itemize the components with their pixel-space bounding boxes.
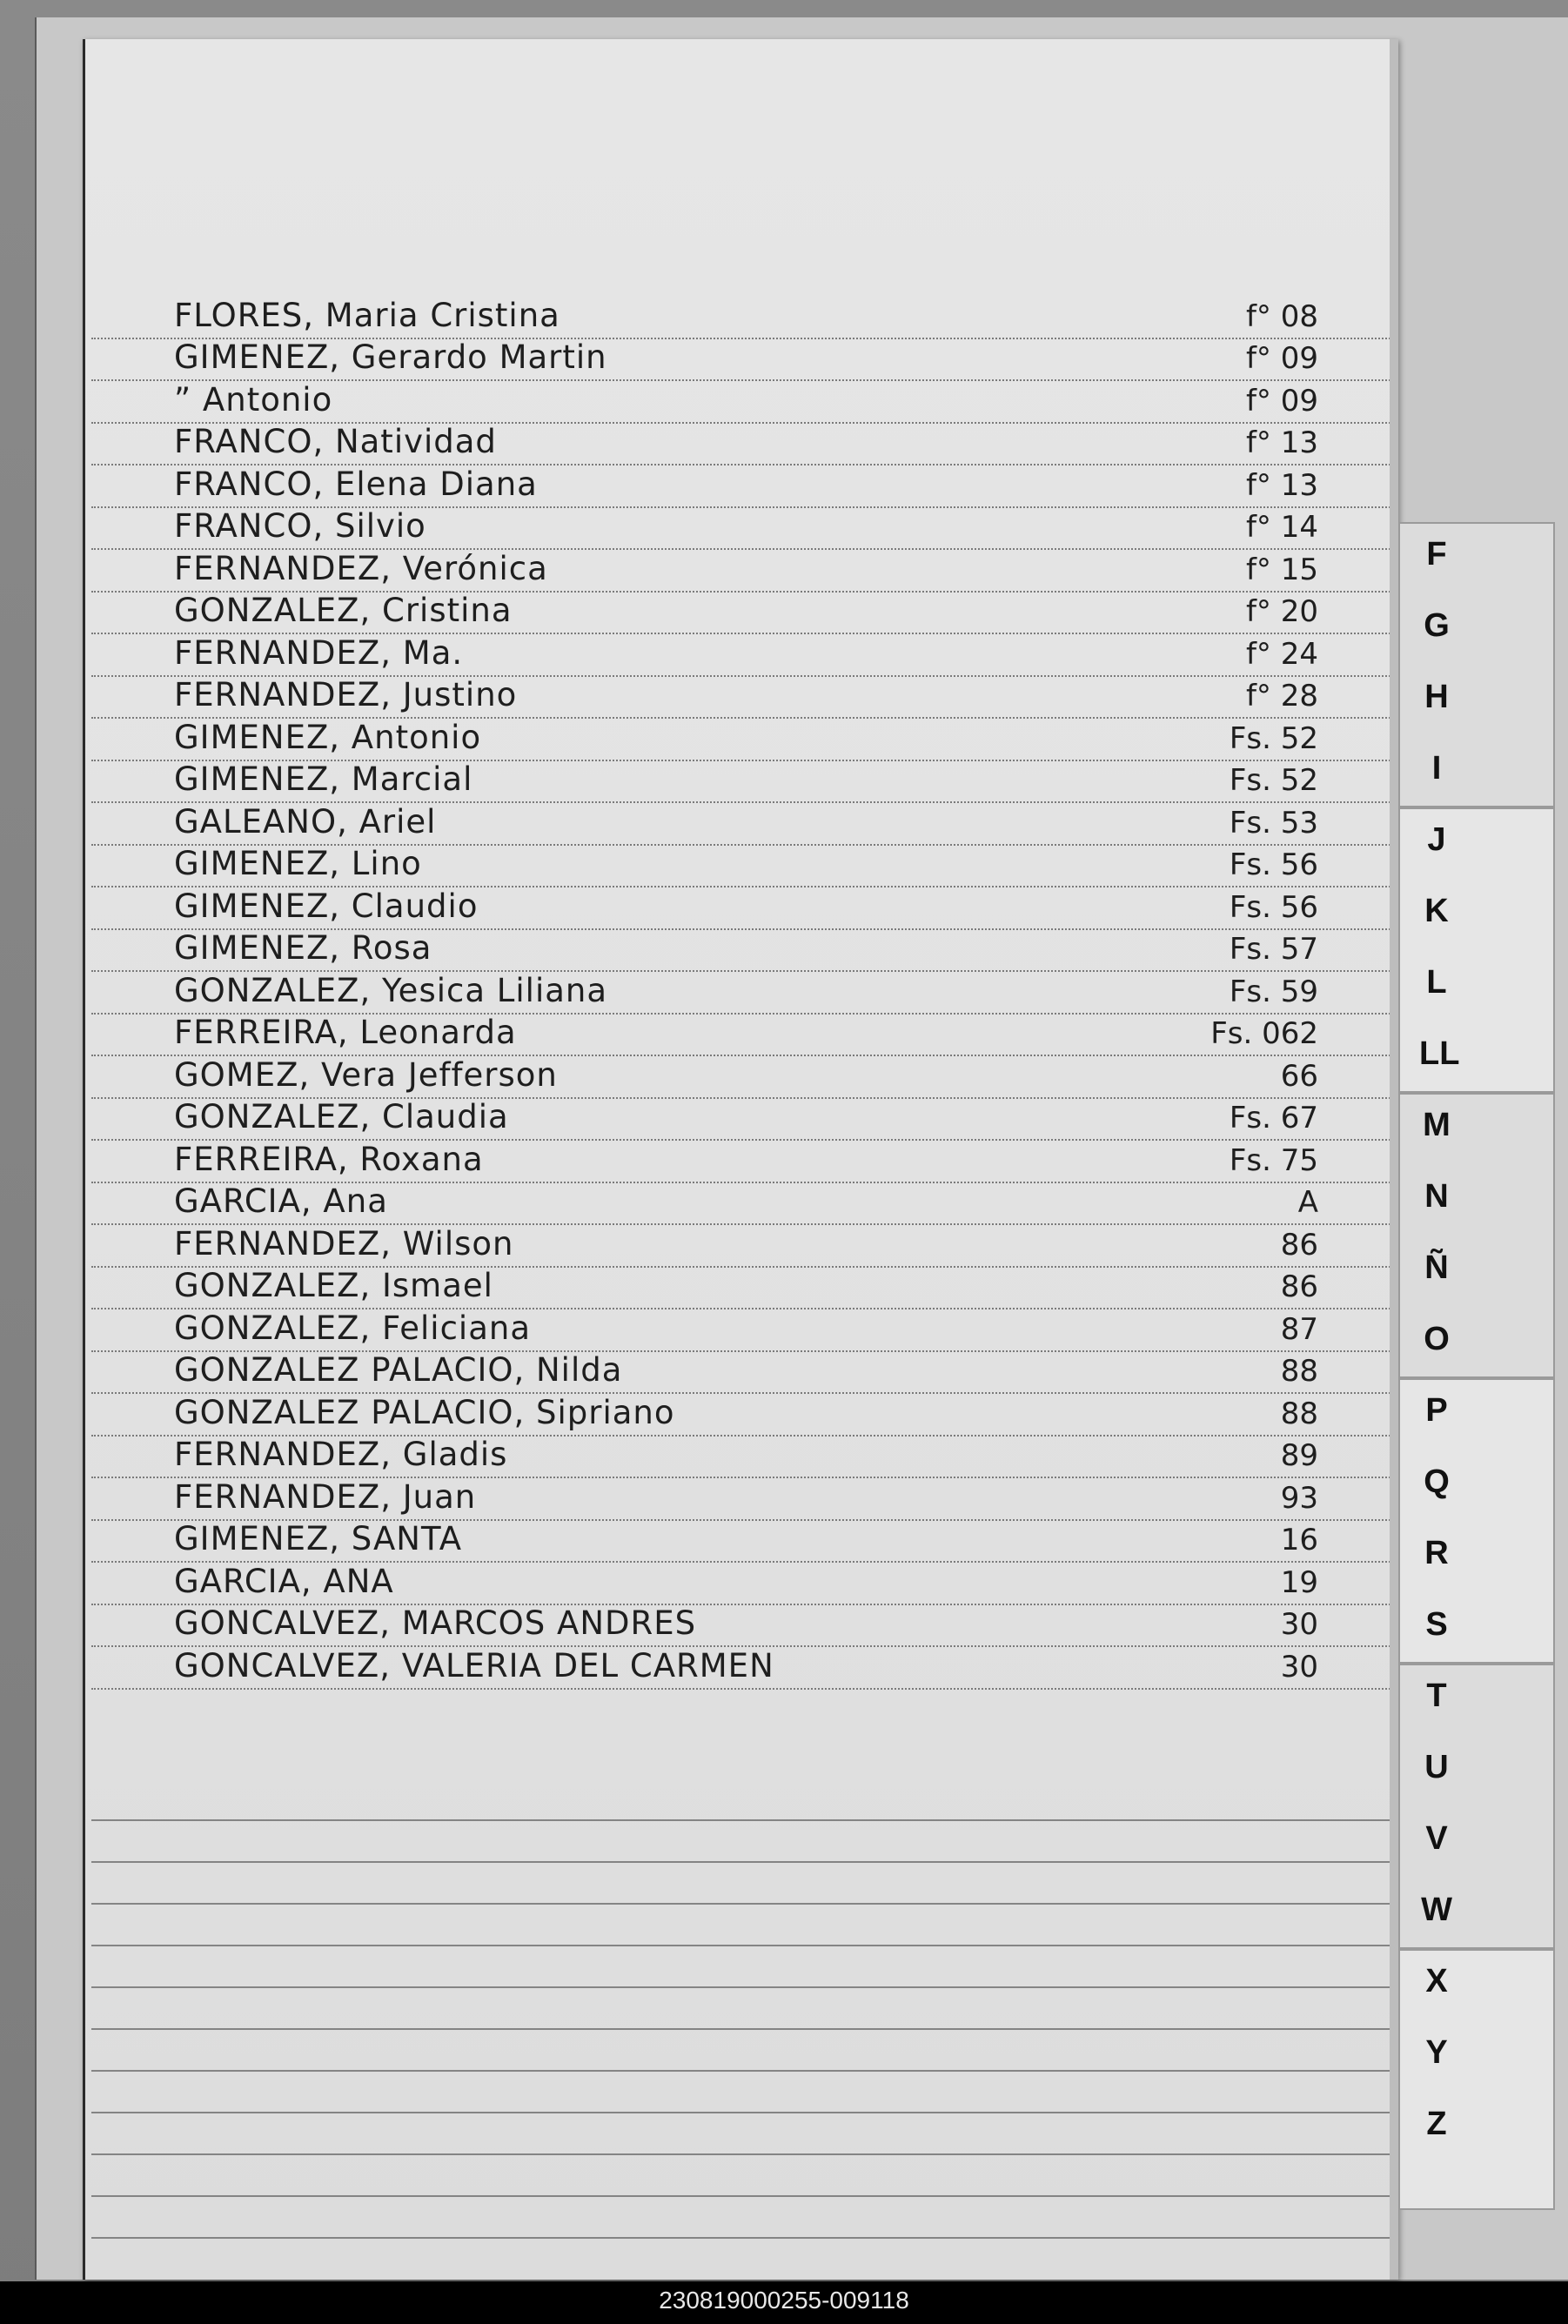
- index-tab-letter[interactable]: F: [1426, 536, 1447, 573]
- index-tab-letter[interactable]: M: [1423, 1107, 1451, 1143]
- entry-name: GARCIA, ANA: [174, 1562, 394, 1600]
- ledger-entry: [91, 846, 1397, 888]
- entry-folio: f° 28: [1245, 679, 1318, 713]
- entry-folio: A: [1297, 1185, 1318, 1220]
- index-tab-letter[interactable]: Y: [1425, 2034, 1448, 2071]
- ledger-entry: [91, 1647, 1397, 1690]
- ledger-entry: [91, 1437, 1397, 1479]
- ledger-entry: [91, 1352, 1397, 1395]
- ledger-entry: [91, 424, 1397, 466]
- entry-name: FLORES, Maria Cristina: [174, 296, 560, 334]
- entry-name: GIMENEZ, Antonio: [174, 718, 482, 756]
- ledger-entry: [91, 465, 1397, 508]
- ledger-entry: [91, 761, 1397, 804]
- ledger-page: [83, 39, 1398, 2280]
- entry-folio: 19: [1280, 1564, 1318, 1600]
- entry-folio: Fs. 53: [1229, 805, 1318, 841]
- entry-folio: Fs. 56: [1229, 889, 1318, 925]
- index-tab-letter[interactable]: S: [1425, 1606, 1448, 1643]
- ledger-entry: [91, 803, 1397, 846]
- entry-folio: f° 09: [1245, 341, 1318, 376]
- index-tab-letter[interactable]: I: [1431, 750, 1442, 787]
- entry-name: GARCIA, Ana: [174, 1182, 388, 1220]
- index-tab-group[interactable]: [1398, 1664, 1555, 1949]
- entry-folio: 89: [1280, 1438, 1318, 1473]
- entry-name: GONZALEZ, Ismael: [174, 1267, 493, 1304]
- index-tab-group[interactable]: [1398, 1949, 1555, 2210]
- entry-name: FERREIRA, Leonarda: [174, 1014, 517, 1051]
- ledger-entry: [91, 887, 1397, 930]
- entry-name: GONCALVEZ, MARCOS ANDRES: [174, 1604, 697, 1642]
- index-tab-group[interactable]: [1398, 1093, 1555, 1378]
- ledger-entry: [91, 677, 1397, 720]
- index-tab-letter[interactable]: LL: [1419, 1035, 1460, 1072]
- index-tab-group[interactable]: [1398, 1378, 1555, 1664]
- entry-name: FERNANDEZ, Ma.: [174, 633, 464, 672]
- entry-name: GONZALEZ, Claudia: [174, 1098, 509, 1135]
- ledger-entry: [91, 1141, 1397, 1183]
- entry-name: GIMENEZ, SANTA: [174, 1520, 463, 1557]
- entry-folio: 30: [1280, 1607, 1318, 1642]
- entry-folio: Fs. 75: [1229, 1142, 1318, 1178]
- alphabet-index-tabs: [1398, 522, 1555, 2210]
- ledger-entry: [91, 1394, 1397, 1437]
- margin-line: [83, 39, 85, 2280]
- entry-name: GOMEZ, Vera Jefferson: [174, 1055, 558, 1094]
- index-tab-letter[interactable]: O: [1424, 1321, 1450, 1357]
- entry-name: FRANCO, Silvio: [174, 507, 426, 545]
- ledger-entry: [91, 972, 1397, 1015]
- entry-folio: 16: [1280, 1523, 1318, 1557]
- index-tab-letter[interactable]: Ñ: [1424, 1249, 1449, 1286]
- entry-name: FERNANDEZ, Juan: [174, 1477, 477, 1516]
- entry-name: FERNANDEZ, Wilson: [174, 1224, 514, 1262]
- entry-folio: Fs. 52: [1229, 720, 1318, 756]
- ledger-entry: [91, 508, 1397, 551]
- index-tab-group[interactable]: [1398, 522, 1555, 807]
- ledger-entry: [91, 1478, 1397, 1521]
- index-tab-letter[interactable]: K: [1424, 893, 1449, 929]
- ledger-entry: [91, 339, 1397, 382]
- blank-ruled-lines: [91, 1779, 1397, 2267]
- ledger-entry: [91, 1309, 1397, 1352]
- entry-folio: 88: [1280, 1354, 1318, 1389]
- index-tab-letter[interactable]: W: [1421, 1892, 1452, 1928]
- entry-name: GONZALEZ PALACIO, Nilda: [174, 1351, 623, 1389]
- index-tab-letter[interactable]: G: [1424, 607, 1450, 644]
- entry-folio: f° 13: [1245, 467, 1318, 503]
- ledger-entry: [91, 1056, 1397, 1099]
- entry-name: FERNANDEZ, Verónica: [174, 549, 548, 587]
- entry-folio: f° 15: [1245, 552, 1318, 587]
- entry-folio: 86: [1280, 1227, 1318, 1262]
- index-tab-letter[interactable]: V: [1425, 1820, 1448, 1857]
- ledger-entry: [91, 550, 1397, 593]
- entry-folio: 30: [1280, 1649, 1318, 1684]
- ledger-entry: [91, 1521, 1397, 1564]
- entry-name: GIMENEZ, Marcial: [174, 760, 473, 798]
- entry-name: FRANCO, Natividad: [174, 423, 497, 460]
- entry-folio: 86: [1280, 1269, 1318, 1304]
- entry-name: FRANCO, Elena Diana: [174, 465, 538, 503]
- ledger-entry: [91, 1225, 1397, 1268]
- index-tab-letter[interactable]: R: [1424, 1535, 1449, 1571]
- index-tab-letter[interactable]: P: [1425, 1392, 1448, 1429]
- entry-name: ” Antonio: [174, 380, 333, 419]
- ledger-entry: [91, 297, 1397, 339]
- entry-folio: f° 09: [1245, 383, 1318, 419]
- index-tab-letter[interactable]: U: [1424, 1749, 1449, 1785]
- ledger-entry: [91, 1605, 1397, 1648]
- index-tab-group[interactable]: [1398, 807, 1555, 1093]
- document-id: 230819000255-009118: [659, 2287, 909, 2314]
- entry-folio: 87: [1280, 1311, 1318, 1347]
- index-tab-letter[interactable]: T: [1426, 1678, 1447, 1714]
- entry-name: GONCALVEZ, VALERIA DEL CARMEN: [174, 1646, 774, 1684]
- index-tab-letter[interactable]: X: [1425, 1963, 1448, 1999]
- entry-name: GONZALEZ, Feliciana: [174, 1309, 531, 1347]
- entry-folio: 66: [1280, 1058, 1318, 1094]
- entry-name: GONZALEZ PALACIO, Sipriano: [174, 1393, 675, 1431]
- index-tab-letter[interactable]: Z: [1426, 2106, 1447, 2142]
- index-tab-letter[interactable]: N: [1424, 1178, 1449, 1215]
- entry-name: GIMENEZ, Gerardo Martin: [174, 338, 607, 376]
- ledger-entry: [91, 1099, 1397, 1142]
- entry-name: GIMENEZ, Lino: [174, 845, 422, 882]
- page-edge: [1390, 39, 1398, 2280]
- ledger-entry: [91, 930, 1397, 973]
- entry-name: FERNANDEZ, Gladis: [174, 1436, 508, 1473]
- ledger-entry: [91, 593, 1397, 635]
- entry-folio: f° 13: [1245, 425, 1318, 460]
- entry-name: GIMENEZ, Rosa: [174, 929, 432, 967]
- entry-folio: 88: [1280, 1396, 1318, 1431]
- entry-folio: 93: [1280, 1480, 1318, 1516]
- ledger-entry: [91, 1015, 1397, 1057]
- index-tab-letter[interactable]: Q: [1424, 1463, 1450, 1500]
- entry-folio: Fs. 56: [1229, 847, 1318, 882]
- entry-name: FERNANDEZ, Justino: [174, 676, 518, 713]
- entry-name: FERREIRA, Roxana: [174, 1140, 484, 1178]
- ledger-entry: [91, 719, 1397, 761]
- entry-folio: Fs. 062: [1210, 1016, 1318, 1051]
- entry-name: GIMENEZ, Claudio: [174, 887, 479, 925]
- entry-folio: f° 24: [1245, 636, 1318, 672]
- entry-folio: f° 20: [1245, 594, 1318, 629]
- index-tab-letter[interactable]: H: [1424, 679, 1449, 715]
- entry-name: GONZALEZ, Cristina: [174, 592, 513, 629]
- entry-name: GONZALEZ, Yesica Liliana: [174, 971, 608, 1009]
- index-tab-letter[interactable]: J: [1427, 821, 1446, 858]
- entry-folio: f° 08: [1245, 298, 1318, 334]
- ledger-entry: [91, 1268, 1397, 1310]
- entry-folio: Fs. 57: [1229, 932, 1318, 967]
- entry-folio: Fs. 52: [1229, 763, 1318, 798]
- ledger-entry: [91, 381, 1397, 424]
- ledger-entry: [91, 634, 1397, 677]
- entry-list: [91, 297, 1397, 1690]
- ledger-entry: [91, 1183, 1397, 1226]
- index-tab-letter[interactable]: L: [1426, 964, 1447, 1001]
- ledger-entry: [91, 1563, 1397, 1605]
- entry-folio: Fs. 59: [1229, 974, 1318, 1009]
- entry-folio: Fs. 67: [1229, 1101, 1318, 1135]
- entry-folio: f° 14: [1245, 510, 1318, 545]
- entry-name: GALEANO, Ariel: [174, 802, 437, 841]
